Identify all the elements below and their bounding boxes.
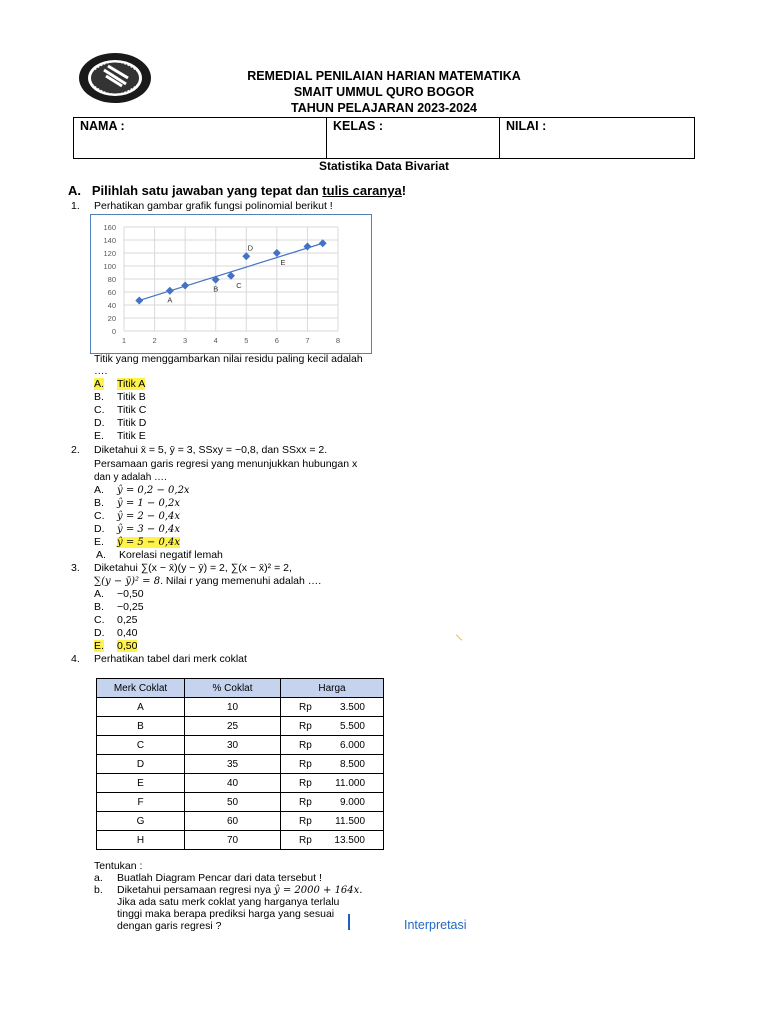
q2-option-e[interactable]: ŷ = 5 − 0,4x (117, 537, 181, 548)
pen-mark (456, 634, 462, 640)
price-value: 13.500 (334, 834, 365, 846)
x-tick-label: 5 (244, 336, 249, 345)
part-b-letter: b. (94, 884, 103, 896)
point-label: B (213, 284, 219, 294)
merk-cell: F (97, 793, 185, 812)
scatter-chart (90, 214, 372, 354)
harga-cell (281, 755, 384, 774)
persen-cell: 35 (185, 755, 281, 774)
persen-cell: 70 (185, 831, 281, 850)
currency-label: Rp (299, 758, 312, 770)
q2-option-b[interactable]: ŷ = 1 − 0,2x (117, 498, 181, 509)
data-point (166, 287, 174, 295)
part-a-letter: a. (94, 872, 103, 884)
q1-option-a[interactable]: Titik A (117, 378, 146, 390)
harga-cell (281, 812, 384, 831)
chart-svg (91, 215, 371, 353)
currency-label: Rp (299, 720, 312, 732)
q3-option-a[interactable]: −0,50 (117, 588, 144, 600)
q3-option-a-letter[interactable]: A. (94, 588, 104, 600)
student-info-table (73, 117, 695, 159)
x-tick-label: 6 (274, 336, 279, 345)
y-tick-label: 140 (103, 236, 116, 245)
harga-cell (281, 736, 384, 755)
x-tick-label: 3 (183, 336, 188, 345)
q2-extra-text: Korelasi negatif lemah (119, 549, 223, 561)
interpretasi-link[interactable]: Interpretasi (404, 918, 467, 932)
q4-text: Perhatikan tabel dari merk coklat (94, 653, 247, 665)
harga-cell (281, 717, 384, 736)
q2-line2: Persamaan garis regresi yang menunjukkan hubungan x (94, 458, 358, 470)
price-value: 11.000 (335, 777, 365, 789)
col-header-merk: Merk Coklat (97, 679, 185, 698)
merk-cell: E (97, 774, 185, 793)
q2-option-d-letter[interactable]: D. (94, 523, 105, 535)
persen-cell: 25 (185, 717, 281, 736)
section-text: Pilihlah satu jawaban yang tepat dan (91, 183, 323, 198)
persen-cell: 60 (185, 812, 281, 831)
x-tick-label: 2 (152, 336, 157, 345)
table-row (97, 698, 384, 717)
table-row (97, 831, 384, 850)
q3-line2-formula: ∑(y − ȳ)² = 8 (94, 576, 161, 587)
section-text-underlined: tulis caranya (322, 183, 402, 198)
q1-option-b-letter[interactable]: B. (94, 391, 104, 403)
header-year: TAHUN PELAJARAN 2023-2024 (291, 101, 477, 115)
currency-label: Rp (299, 777, 312, 789)
x-tick-label: 8 (335, 336, 341, 345)
q2-option-c[interactable]: ŷ = 2 − 0,4x (117, 511, 181, 522)
q3-option-b-letter[interactable]: B. (94, 601, 104, 613)
persen-cell: 40 (185, 774, 281, 793)
part-b-formula: ŷ = 2000 + 164x. (274, 885, 363, 896)
q3-option-c-letter[interactable]: C. (94, 614, 105, 626)
price-value: 9.000 (339, 796, 365, 808)
merk-cell: B (97, 717, 185, 736)
persen-cell: 30 (185, 736, 281, 755)
tentukan-label: Tentukan : (94, 860, 143, 872)
merk-cell: A (97, 698, 185, 717)
price-value: 3.500 (339, 701, 365, 713)
q1-question: Titik yang menggambarkan nilai residu paling kecil adalah (94, 353, 363, 365)
q1-option-a-letter[interactable]: A. (94, 378, 104, 390)
q2-option-e-letter[interactable]: E. (94, 536, 104, 548)
q2-number: 2. (71, 444, 80, 456)
y-tick-label: 160 (103, 223, 116, 232)
q2-line3: dan y adalah …. (94, 472, 167, 483)
q3-line2-text: . Nilai r yang memenuhi adalah …. (160, 575, 322, 587)
price-value: 5.500 (339, 720, 365, 732)
data-point (135, 296, 143, 304)
coklat-table (96, 678, 384, 850)
table-row (97, 717, 384, 736)
q1-text: Perhatikan gambar grafik fungsi polinomial berikut ! (94, 200, 333, 212)
q2-option-c-letter[interactable]: C. (94, 510, 105, 522)
y-tick-label: 40 (107, 301, 116, 310)
coklat-table-body (97, 698, 384, 850)
harga-cell (281, 698, 384, 717)
q3-option-e-letter[interactable]: E. (94, 640, 104, 652)
currency-label: Rp (299, 796, 312, 808)
q3-line1: Diketahui ∑(x − x̄)(y − ȳ) = 2, ∑(x − x̄)² = 2, (94, 562, 292, 574)
q3-option-c[interactable]: 0,25 (117, 614, 138, 626)
merk-cell: G (97, 812, 185, 831)
q1-option-b[interactable]: Titik B (117, 391, 146, 403)
col-header-harga: Harga (281, 679, 384, 698)
point-label: D (247, 243, 253, 253)
x-tick-label: 4 (213, 336, 218, 345)
q1-option-d[interactable]: Titik D (117, 417, 147, 429)
q1-option-c[interactable]: Titik C (117, 404, 147, 416)
q2-option-a-letter[interactable]: A. (94, 484, 104, 496)
part-b-line3: tinggi maka berapa prediksi harga yang sesuai (117, 908, 335, 920)
y-tick-label: 100 (103, 262, 116, 271)
price-value: 6.000 (339, 739, 365, 751)
q1-option-c-letter[interactable]: C. (94, 404, 105, 416)
section-letter: A. (68, 183, 81, 198)
point-label: C (236, 280, 242, 290)
price-value: 11.500 (335, 815, 365, 827)
q2-option-a[interactable]: ŷ = 0,2 − 0,2x (117, 485, 190, 496)
q1-option-e[interactable]: Titik E (117, 430, 146, 442)
harga-cell (281, 774, 384, 793)
merk-cell: D (97, 755, 185, 774)
kelas-field[interactable]: KELAS : (327, 118, 500, 159)
merk-cell: C (97, 736, 185, 755)
q1-number: 1. (71, 200, 80, 212)
nama-field[interactable]: NAMA : (74, 118, 327, 159)
data-point (181, 282, 189, 290)
q2-extra-letter: A. (96, 549, 106, 561)
q1-question-end: …. (94, 365, 108, 377)
part-b-line2: Jika ada satu merk coklat yang harganya terlalu (117, 896, 340, 908)
data-point (273, 249, 281, 257)
y-tick-label: 80 (107, 275, 116, 284)
merk-cell: H (97, 831, 185, 850)
y-tick-label: 60 (107, 288, 116, 297)
header-title: REMEDIAL PENILAIAN HARIAN MATEMATIKA (247, 69, 521, 83)
q4-number: 4. (71, 653, 80, 665)
q3-option-e[interactable]: 0,50 (117, 640, 138, 652)
persen-cell: 10 (185, 698, 281, 717)
nilai-field[interactable]: NILAI : (500, 118, 695, 159)
q1-option-e-letter[interactable]: E. (94, 430, 104, 442)
q1-option-d-letter[interactable]: D. (94, 417, 105, 429)
x-tick-label: 7 (305, 336, 310, 345)
harga-cell (281, 793, 384, 812)
table-row (97, 736, 384, 755)
q3-number: 3. (71, 562, 80, 574)
q2-option-d[interactable]: ŷ = 3 − 0,4x (117, 524, 181, 535)
y-tick-label: 120 (103, 249, 116, 258)
header-school: SMAIT UMMUL QURO BOGOR (293, 85, 475, 99)
part-a-text: Buatlah Diagram Pencar dari data tersebut ! (117, 872, 322, 884)
currency-label: Rp (299, 739, 312, 751)
table-row (97, 774, 384, 793)
table-row (97, 812, 384, 831)
text-cursor[interactable] (348, 914, 350, 930)
q2-option-b-letter[interactable]: B. (94, 497, 104, 509)
col-header-persen: % Coklat (185, 679, 281, 698)
currency-label: Rp (299, 701, 312, 713)
section-text-end: ! (401, 183, 407, 198)
persen-cell: 50 (185, 793, 281, 812)
currency-label: Rp (299, 815, 312, 827)
part-b-text: Diketahui persamaan regresi nya (117, 884, 274, 896)
q3-option-d-letter[interactable]: D. (94, 627, 105, 639)
q3-option-d[interactable]: 0,40 (117, 627, 138, 639)
harga-cell (281, 831, 384, 850)
section-a-heading (68, 183, 406, 198)
page-subtitle: Statistika Data Bivariat (318, 159, 450, 173)
y-tick-label: 20 (107, 314, 116, 323)
part-b-line4: dengan garis regresi ? (117, 920, 222, 932)
x-tick-label: 1 (121, 336, 127, 345)
y-tick-label: 0 (111, 327, 116, 336)
point-label: A (167, 295, 173, 305)
data-point (212, 276, 220, 284)
currency-label: Rp (299, 834, 312, 846)
price-value: 8.500 (339, 758, 365, 770)
q3-option-b[interactable]: −0,25 (117, 601, 144, 613)
table-row (97, 755, 384, 774)
table-row (97, 793, 384, 812)
point-label: E (280, 258, 286, 267)
q2-given: Diketahui x̄ = 5, ȳ = 3, SSxy = −0,8, dan SSxx = 2. (94, 444, 328, 456)
